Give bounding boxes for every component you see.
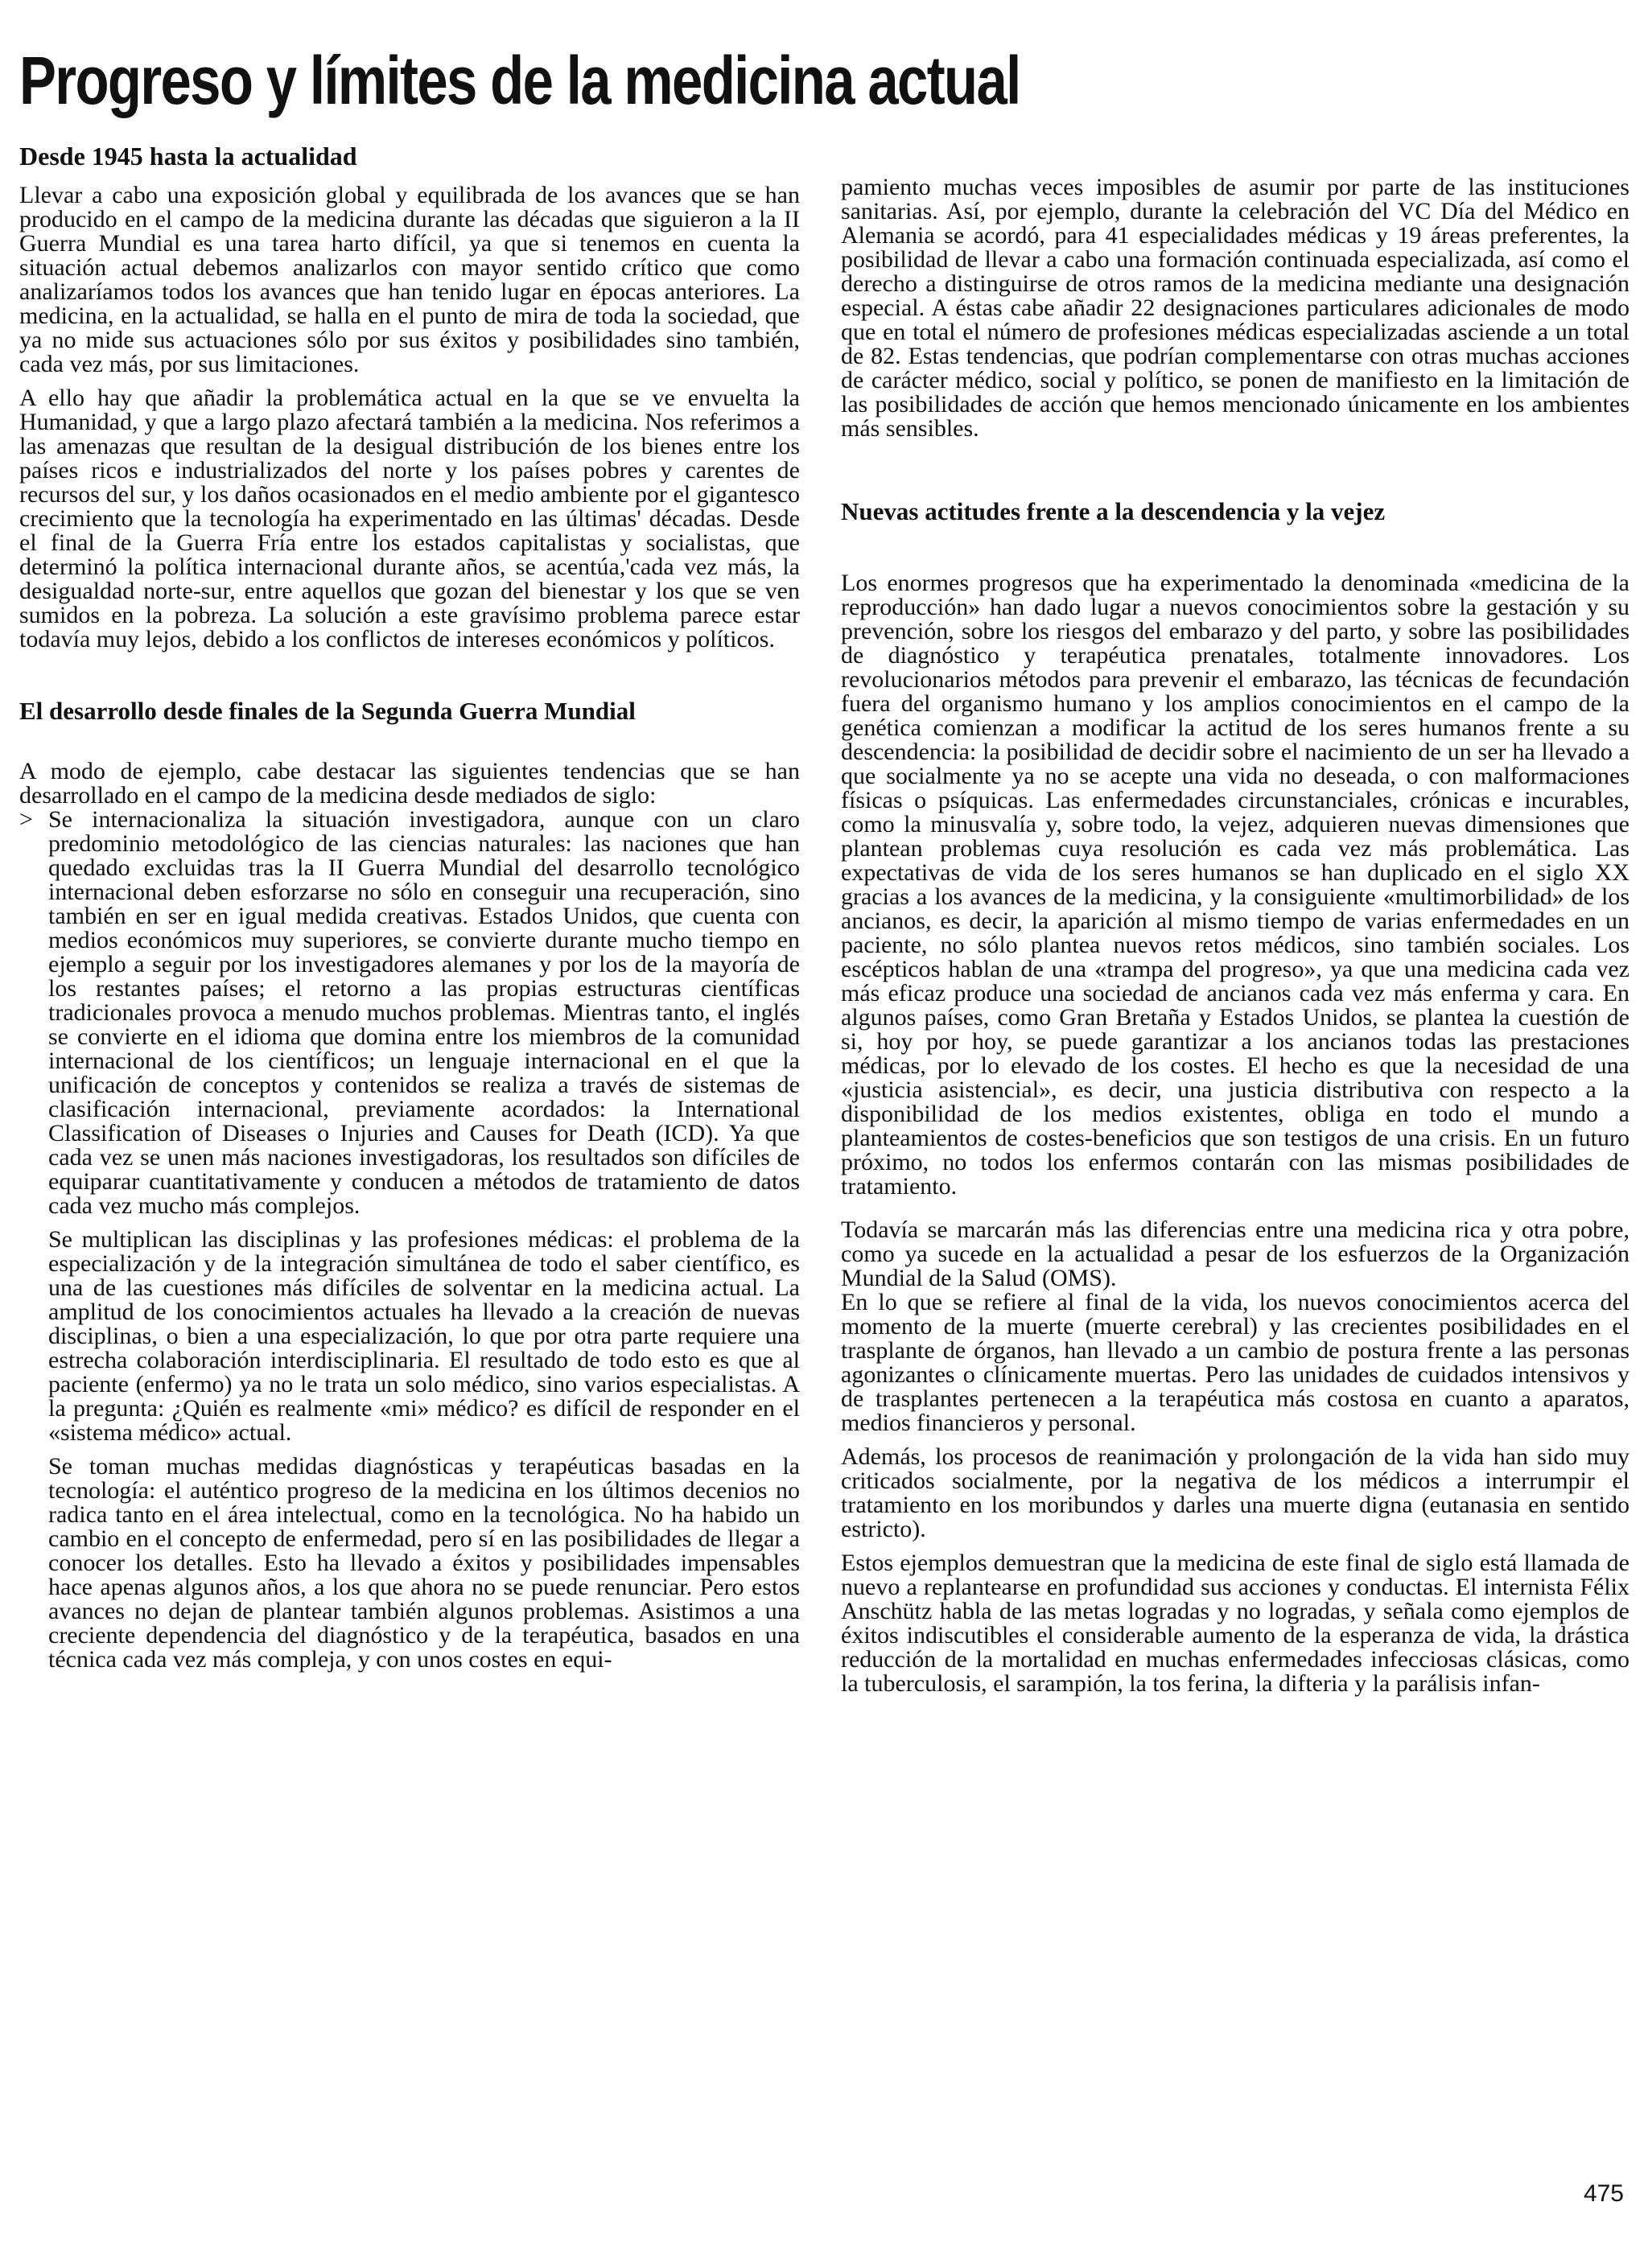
page-title: Progreso y límites de la medicina actual [19, 43, 1020, 118]
page-number: 475 [1583, 2180, 1624, 2207]
paragraph: Los enormes progresos que ha experimentado la denominada «medicina de la reproducción» han dado lugar a nuevos conocimientos sobre la gestación y su prevención, sobre los riesgos del embarazo y del parto, y sobre las posibilidades de diagnóstico y terapéutica prenatales, totalmente innovadores. Los revolucionarios métodos para prevenir el embarazo, las técnicas de fecundación fuera del organismo humano y los amplios conocimientos en el campo de la genética comienzan a modificar la actitud de los seres humanos frente a su descendencia: la posibilidad de decidir sobre el nacimiento de un ser ha llevado a que socialmente ya no se acepte una vida no deseada, o con malformaciones físicas o psíquicas. Las enfermedades circunstanciales, crónicas e incurables, como la minusvalía y, sobre todo, la vejez, adquieren nuevas dimensiones que plantean problemas cuya resolución es cada vez más problemática. Las expectativas de vida de los seres humanos se han duplicado en el siglo XX gracias a los avances de la medicina, y la consiguiente «multimorbilidad» de los ancianos, es decir, la aparición al mismo tiempo de varias enfermedades en un paciente, no sólo plantea nuevos retos médicos, sino también sociales. Los escépticos hablan de una «trampa del progreso», ya que una medicina cada vez más eficaz produce una sociedad de ancianos cada vez más enferma y cara. En algunos países, como Gran Bretaña y Estados Unidos, se plantea la cuestión de si, hoy por hoy, se puede garantizar a los ancianos todas las prestaciones médicas, por lo elevado de los costes. El hecho es que la necesidad de una «justicia asistencial», es decir, una justicia distributiva con respecto a la disponibilidad de los medios existentes, obliga en todo el mundo a planteamientos de costes-beneficios que son testigos de una crisis. En un futuro próximo, no todos los enfermos contarán con las mismas posibilidades de tratamiento. [841, 570, 1629, 1200]
bullet-marker: > [19, 806, 33, 833]
paragraph: A modo de ejemplo, cabe destacar las siguientes tendencias que se han desarrollado en el campo de la medicina desde mediados de siglo: [19, 758, 800, 809]
bullet-item [19, 808, 800, 1218]
right-column [841, 175, 1629, 1706]
section-heading: El desarrollo desde finales de la Segunda Guerra Mundial [19, 697, 636, 725]
paragraph: pamiento muchas veces imposibles de asumir por parte de las instituciones sanitarias. Así, por ejemplo, durante la celebración del VC Día del Médico en Alemania se acordó, para 41 especialidades médicas y 19 áreas preferentes, la posibilidad de llevar a cabo una formación continuada especializada, así como el derecho a distinguirse de otros ramos de la medicina mediante una designación especial. A éstas cabe añadir 22 designaciones particulares adicionales de modo que en total el número de profesiones médicas especializadas asciende a un total de 82. Estas tendencias, que podrían complementarse con otras muchas acciones de carácter médico, social y político, se ponen de manifiesto en la limitación de las posibilidades de acción que hemos mencionado únicamente en los ambientes más sensibles. [841, 174, 1629, 442]
paragraph: Llevar a cabo una exposición global y equilibrada de los avances que se han producido en el campo de la medicina durante las décadas que siguieron a la II Guerra Mundial es una tarea harto difícil, ya que si tenemos en cuenta la situación actual debemos analizarlos con mayor sentido crítico que como analizaríamos todos los avances que han tenido lugar en épocas anteriores. La medicina, en la actualidad, se halla en el punto de mira de toda la sociedad, que ya no mide sus actuaciones sólo por sus éxitos y posibilidades sino también, cada vez más, por sus limitaciones. [19, 182, 800, 377]
paragraph: Además, los procesos de reanimación y prolongación de la vida han sido muy criticados socialmente, por la negativa de los médicos a interrumpir el tratamiento en los moribundos y darles una muerte digna (eutanasia en sentido estricto). [841, 1443, 1629, 1542]
paragraph: En lo que se refiere al final de la vida, los nuevos conocimientos acerca del momento de la muerte (muerte cerebral) y las crecientes posibilidades en el trasplante de órganos, han llevado a un cambio de postura frente a las personas agonizantes o clínicamente muertas. Pero las unidades de cuidados intensivos y de trasplantes pertenecen a la terapéutica más costosa en cuanto a aparatos, medios financieros y personal. [841, 1289, 1629, 1436]
paragraph: Todavía se marcarán más las diferencias entre una medicina rica y otra pobre, como ya sucede en la actualidad a pesar de los esfuerzos de la Organización Mundial de la Salud (OMS). [841, 1216, 1629, 1291]
paragraph: A ello hay que añadir la problemática actual en la que se ve envuelta la Humanidad, y que a largo plazo afectará también a la medicina. Nos referimos a las amenazas que resultan de la desigual distribución de los bienes entre los países ricos e industrializados del norte y los países pobres y carentes de recursos del sur, y los daños ocasionados en el medio ambiente por el gigantesco crecimiento que la tecnología ha experimentado en las últimas' décadas. Desde el final de la Guerra Fría entre los estados capitalistas y socialistas, que determinó la política internacional durante años, se acentúa,'cada vez más, la desigualdad norte-sur, entre aquellos que gozan del bienestar y los que se ven sumidos en la pobreza. La solución a este gravísimo problema parece estar todavía muy lejos, debido a los conflictos de intereses económicos y políticos. [19, 385, 800, 652]
left-column [19, 183, 800, 1681]
section-heading: Nuevas actitudes frente a la descendencia y la vejez [841, 497, 1386, 525]
page-subtitle: Desde 1945 hasta la actualidad [19, 142, 357, 171]
paragraph: Se toman muchas medidas diagnósticas y terapéuticas basadas en la tecnología: el auténtico progreso de la medicina en los últimos decenios no radica tanto en el área intelectual, como en la tecnológica. No ha habido un cambio en el concepto de enfermedad, pero sí en las posibilidades de llegar a conocer los detalles. Esto ha llevado a éxitos y posibilidades impensables hace apenas algunos años, a los que ahora no se puede renunciar. Pero estos avances no dejan de plantear también algunos problemas. Asistimos a una creciente dependencia del diagnóstico y de la terapéutica, basados en una técnica cada vez más compleja, y con unos costes en equi- [48, 1453, 800, 1673]
paragraph: Se multiplican las disciplinas y las profesiones médicas: el problema de la especialización y de la integración simultánea de todo el saber científico, es una de las cuestiones más difíciles de solventar en la medicina actual. La amplitud de los conocimientos actuales ha llevado a la creación de nuevas disciplinas, o bien a una especialización, lo que por otra parte requiere una estrecha colaboración interdisciplinaria. El resultado de todo esto es que al paciente (enfermo) ya no le trata un solo médico, sino varios especialistas. A la pregunta: ¿Quién es realmente «mi» médico? es difícil de responder en el «sistema médico» actual. [48, 1226, 800, 1446]
bullet-text: Se internacionaliza la situación investigadora, aunque con un claro predominio metodológico de las ciencias naturales: las naciones que han quedado excluidas tras la II Guerra Mundial del desarrollo tecnológico internacional deben esforzarse no sólo en conseguir una recuperación, sino también en ser en igual medida creativas. Estados Unidos, que cuenta con medios económicos muy superiores, se convierte durante mucho tiempo en ejemplo a seguir por los investigadores alemanes y por los de la mayoría de los restantes países; el retorno a las propias estructuras científicas tradicionales provoca a menudo muchos problemas. Mientras tanto, el inglés se convierte en el idioma que domina entre los miembros de la comunidad internacional de los científicos; un lenguaje internacional en el que la unificación de conceptos y contenidos se realiza a través de sistemas de clasificación internacional, previamente acordados: la International Classification of Diseases o Injuries and Causes for Death (ICD). Ya que cada vez se unen más naciones investigadoras, los resultados son difíciles de equiparar cuantitativamente y conducen a métodos de tratamiento de datos cada vez mucho más complejos. [48, 806, 800, 1219]
paragraph: Estos ejemplos demuestran que la medicina de este final de siglo está llamada de nuevo a replantearse en profundidad sus acciones y conductas. El internista Félix Anschütz habla de las metas logradas y no logradas, y señala como ejemplos de éxitos indiscutibles el considerable aumento de la esperanza de vida, la drástica reducción de la mortalidad en muchas enfermedades infecciosas clásicas, como la tuberculosis, el sarampión, la tos ferina, la difteria y la parálisis infan- [841, 1550, 1629, 1697]
